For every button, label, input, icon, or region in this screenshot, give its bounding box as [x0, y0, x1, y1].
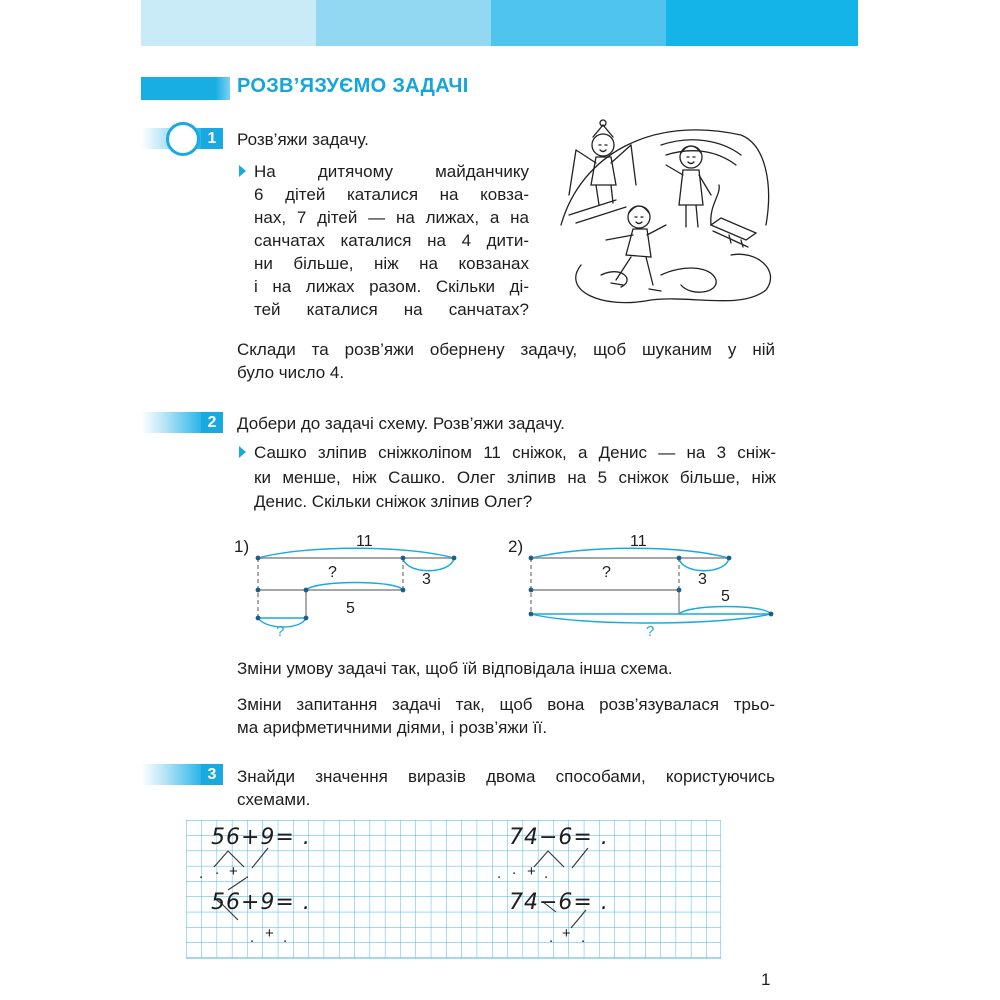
scheme-1-label: 1) [234, 537, 250, 556]
grid-dot: . [497, 865, 502, 882]
scheme-1-question: ? [328, 564, 337, 581]
grid-dot: . [544, 865, 549, 882]
task-3-number: 3 [201, 764, 223, 785]
grid-dot: . [512, 861, 517, 878]
scheme-2-question: ? [602, 564, 611, 581]
grid-dot: . [199, 865, 204, 882]
task-2-change-2: Зміни запитання задачі так, щоб вона розв’язувалася трьо- [237, 695, 775, 714]
scheme-1-diff: 3 [422, 571, 431, 588]
top-color-band [141, 0, 858, 46]
scheme-1-more: 5 [346, 600, 355, 617]
task-2-change-1: Зміни умову задачі так, щоб їй відповідала інша схема. [237, 659, 673, 678]
section-title: РОЗВ’ЯЗУЄМО ЗАДАЧІ [237, 75, 469, 97]
grid-plus: + [229, 863, 238, 880]
bullet-icon [239, 446, 246, 458]
textbook-page [141, 0, 858, 1000]
task-1-line: тей каталися на санчатах? [254, 300, 529, 319]
task-2-tag [141, 412, 226, 433]
grid-plus: + [527, 863, 536, 880]
task-1-followup: Склади та розв’яжи обернену задачу, щоб шуканим у ній [237, 340, 775, 359]
task-1-followup: було число 4. [237, 363, 345, 382]
task-1-line: 6 дітей каталися на ковза- [254, 185, 529, 204]
task-3-tag [141, 764, 226, 785]
task-2-line: ки менше, ніж Сашко. Олег зліпив на 5 сніжок більше, ніж [254, 468, 776, 487]
expression-2a: 74−6= . [509, 825, 609, 850]
task-3-line: Знайди значення виразів двома способами, користуючись [237, 767, 775, 786]
task-2-line: Денис. Скільки сніжок зліпив Олег? [254, 492, 533, 511]
task-3-line: схемами. [237, 790, 311, 809]
grid-dot: . [283, 929, 288, 946]
expression-1b: 56+9= . [211, 890, 311, 915]
task-1-circle-icon [166, 122, 200, 156]
task-1-line: санчатах каталися на 4 дити- [254, 231, 529, 250]
scheme-2-label: 2) [508, 537, 524, 556]
grid-dot: . [250, 929, 255, 946]
scheme-1-top-value: 11 [356, 533, 373, 550]
grid-dot: . [549, 929, 554, 946]
expression-1a: 56+9= . [211, 825, 311, 850]
task-2-instruction: Добери до задачі схему. Розв’яжи задачу. [237, 414, 565, 433]
scheme-1-bottom-question: ? [276, 623, 285, 640]
grid-plus: + [265, 925, 274, 942]
kids-winter-illustration [541, 115, 781, 315]
grid-plus: + [562, 925, 571, 942]
grid-dot: . [215, 861, 220, 878]
scheme-2-more: 5 [721, 588, 730, 605]
grid-dot: . [245, 865, 250, 882]
task-1-line: На дитячому майданчику [254, 162, 529, 181]
task-2-number: 2 [201, 412, 223, 433]
expression-2b: 74−6= . [509, 890, 609, 915]
title-marker [141, 77, 216, 100]
scheme-2-diff: 3 [698, 571, 707, 588]
task-1-line: нах, 7 дітей — на лижах, а на [254, 208, 529, 227]
task-1-line: і на лижах разом. Скільки ді- [254, 277, 529, 296]
task-2-line: Сашко зліпив сніжколіпом 11 сніжок, а Денис — на 3 сніж- [254, 443, 776, 462]
bullet-icon [239, 165, 246, 177]
task-1-instruction: Розв’яжи задачу. [237, 130, 369, 149]
task-2-change-2: ма арифметичними діями, і розв’яжи її. [237, 718, 548, 737]
task-1-number: 1 [201, 128, 223, 149]
scheme-2-top-value: 11 [630, 533, 647, 550]
page-number: 1 [761, 970, 771, 989]
scheme-2-bottom-question: ? [646, 623, 655, 640]
task-1-line: ни більше, ніж на ковзанах [254, 254, 529, 273]
grid-dot: . [581, 929, 586, 946]
